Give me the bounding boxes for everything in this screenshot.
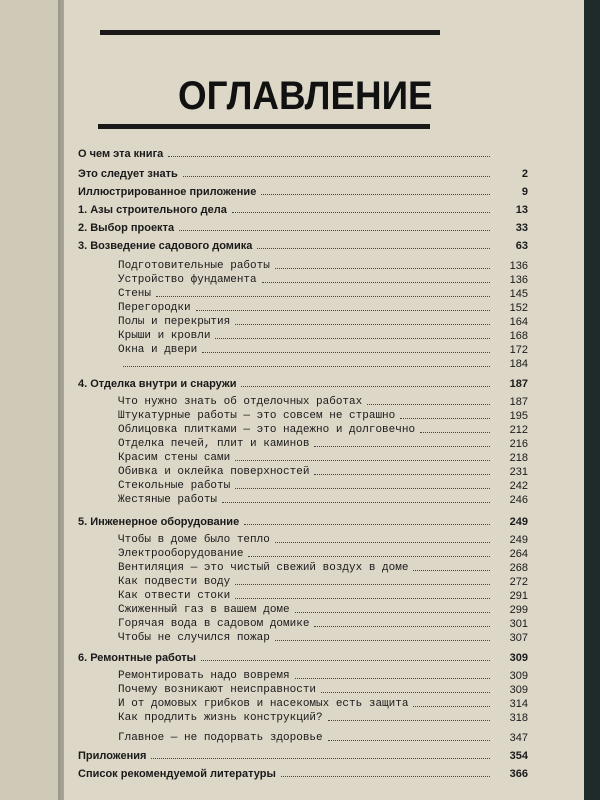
toc-entry-label: 2. Выбор проекта bbox=[78, 222, 175, 234]
toc-entry bbox=[78, 652, 528, 664]
toc-entry-label: Красим стены сами bbox=[118, 452, 231, 464]
toc-entry bbox=[118, 548, 528, 560]
toc-entry-label: Как подвести воду bbox=[118, 576, 231, 588]
toc-leader-dots bbox=[235, 460, 490, 461]
toc-entry bbox=[118, 670, 528, 682]
toc-entry bbox=[118, 424, 528, 436]
toc-entry bbox=[78, 222, 528, 234]
toc-entry bbox=[118, 260, 528, 272]
toc-entry-page: 187 bbox=[509, 396, 528, 408]
toc-leader-dots bbox=[257, 248, 490, 249]
toc-entry-label: Вентиляция — это чистый свежий воздух в доме bbox=[118, 562, 409, 574]
toc-entry-page: 314 bbox=[509, 698, 528, 710]
toc-leader-dots bbox=[367, 404, 490, 405]
toc-leader-dots bbox=[262, 282, 490, 283]
toc-entry bbox=[118, 604, 528, 616]
toc-entry-page: 172 bbox=[509, 344, 528, 356]
toc-leader-dots bbox=[235, 324, 490, 325]
toc-entry-page: 309 bbox=[509, 670, 528, 682]
toc-leader-dots bbox=[241, 386, 490, 387]
toc-entry-page: 242 bbox=[509, 480, 528, 492]
toc-entry-page: 301 bbox=[509, 618, 528, 630]
toc-entry bbox=[78, 148, 528, 160]
toc-entry-page: 291 bbox=[509, 590, 528, 602]
title-rule-bottom bbox=[98, 124, 430, 129]
toc-entry-page: 249 bbox=[509, 516, 528, 528]
toc-entry bbox=[78, 168, 528, 180]
toc-entry-label: Чтобы в доме было тепло bbox=[118, 534, 270, 546]
toc-entry bbox=[118, 396, 528, 408]
toc-entry bbox=[118, 438, 528, 450]
toc-entry-label: Стены bbox=[118, 288, 152, 300]
toc-entry-page: 216 bbox=[509, 438, 528, 450]
toc-entry-page: 195 bbox=[509, 410, 528, 422]
toc-entry bbox=[118, 618, 528, 630]
toc-entry-label: Ремонтировать надо вовремя bbox=[118, 670, 290, 682]
toc-entry-page: 309 bbox=[509, 684, 528, 696]
toc-entry bbox=[118, 480, 528, 492]
toc-leader-dots bbox=[244, 524, 490, 525]
toc-entry bbox=[78, 204, 528, 216]
toc-entry-page: 2 bbox=[521, 168, 528, 180]
toc-leader-dots bbox=[275, 268, 490, 269]
toc-entry-label: Окна и двери bbox=[118, 344, 198, 356]
toc-leader-dots bbox=[281, 776, 490, 777]
toc-entry-page: 366 bbox=[509, 768, 528, 780]
toc-entry-page: 152 bbox=[509, 302, 528, 314]
toc-leader-dots bbox=[248, 556, 490, 557]
toc-leader-dots bbox=[321, 692, 490, 693]
toc-entry-page: 136 bbox=[509, 260, 528, 272]
toc-entry bbox=[118, 684, 528, 696]
toc-entry bbox=[118, 732, 528, 744]
toc-entry-label: 5. Инженерное оборудование bbox=[78, 516, 240, 528]
toc-leader-dots bbox=[168, 156, 490, 157]
toc-entry-page: 246 bbox=[509, 494, 528, 506]
toc-entry-page: 136 bbox=[509, 274, 528, 286]
toc-entry bbox=[78, 240, 528, 252]
toc-entry-label: Список рекомендуемой литературы bbox=[78, 768, 276, 780]
toc-leader-dots bbox=[328, 740, 490, 741]
toc-leader-dots bbox=[196, 310, 490, 311]
toc-entry bbox=[118, 330, 528, 342]
toc-entry-page: 218 bbox=[509, 452, 528, 464]
toc-entry bbox=[118, 494, 528, 506]
toc-entry-page: 354 bbox=[509, 750, 528, 762]
toc-entry-page: 184 bbox=[509, 358, 528, 370]
toc-entry bbox=[78, 768, 528, 780]
title-rule-top bbox=[100, 30, 440, 35]
toc-leader-dots bbox=[235, 584, 490, 585]
toc-entry-page: 145 bbox=[509, 288, 528, 300]
toc-entry bbox=[118, 452, 528, 464]
toc-entry bbox=[118, 562, 528, 574]
toc-entry-label: Отделка печей, плит и каминов bbox=[118, 438, 310, 450]
toc-leader-dots bbox=[295, 612, 490, 613]
toc-entry-page: 168 bbox=[509, 330, 528, 342]
toc-entry bbox=[118, 698, 528, 710]
toc-entry-label: О чем эта книга bbox=[78, 148, 164, 160]
toc-leader-dots bbox=[314, 626, 490, 627]
toc-entry-label: Горячая вода в садовом домике bbox=[118, 618, 310, 630]
toc-leader-dots bbox=[413, 570, 490, 571]
toc-entry-page: 307 bbox=[509, 632, 528, 644]
toc-entry-page: 231 bbox=[509, 466, 528, 478]
toc-entry bbox=[78, 516, 528, 528]
toc-leader-dots bbox=[235, 488, 490, 489]
toc-entry-label: Полы и перекрытия bbox=[118, 316, 231, 328]
toc-entry bbox=[118, 534, 528, 546]
toc-entry-page: 212 bbox=[509, 424, 528, 436]
toc-leader-dots bbox=[314, 446, 490, 447]
toc-entry bbox=[78, 750, 528, 762]
toc-entry-label: Крыши и кровли bbox=[118, 330, 211, 342]
toc-leader-dots bbox=[328, 720, 490, 721]
toc-leader-dots bbox=[156, 296, 490, 297]
toc-leader-dots bbox=[222, 502, 490, 503]
toc-entry-page: 268 bbox=[509, 562, 528, 574]
toc-entry bbox=[118, 274, 528, 286]
toc-entry bbox=[118, 466, 528, 478]
toc-entry-label: Это следует знать bbox=[78, 168, 178, 180]
book-cover-edge bbox=[584, 0, 600, 800]
toc-leader-dots bbox=[420, 432, 490, 433]
toc-entry-label: Приложения bbox=[78, 750, 147, 762]
toc-leader-dots bbox=[151, 758, 490, 759]
toc-leader-dots bbox=[413, 706, 490, 707]
toc-entry bbox=[118, 358, 528, 370]
toc-leader-dots bbox=[202, 352, 490, 353]
toc-entry-page: 33 bbox=[515, 222, 528, 234]
toc-entry-label: Жестяные работы bbox=[118, 494, 218, 506]
toc-entry bbox=[118, 288, 528, 300]
toc-entry-label: 6. Ремонтные работы bbox=[78, 652, 197, 664]
toc-entry-page: 249 bbox=[509, 534, 528, 546]
toc-leader-dots bbox=[201, 660, 490, 661]
toc-entry-label: Сжиженный газ в вашем доме bbox=[118, 604, 290, 616]
toc-leader-dots bbox=[183, 176, 490, 177]
toc-entry-label: Чтобы не случился пожар bbox=[118, 632, 270, 644]
toc-entry-page: 299 bbox=[509, 604, 528, 616]
toc-entry-label: Почему возникают неисправности bbox=[118, 684, 317, 696]
toc-entry bbox=[118, 316, 528, 328]
toc-entry-label: Облицовка плитками — это надежно и долговечно bbox=[118, 424, 416, 436]
toc-leader-dots bbox=[179, 230, 490, 231]
toc-entry-page: 63 bbox=[515, 240, 528, 252]
toc-entry-page: 187 bbox=[509, 378, 528, 390]
toc-leader-dots bbox=[232, 212, 490, 213]
toc-leader-dots bbox=[215, 338, 490, 339]
toc-entry-label: Что нужно знать об отделочных работах bbox=[118, 396, 363, 408]
toc-entry bbox=[118, 590, 528, 602]
toc-leader-dots bbox=[275, 640, 490, 641]
toc-entry bbox=[78, 378, 528, 390]
toc-entry-label: Как продлить жизнь конструкций? bbox=[118, 712, 323, 724]
toc-entry bbox=[118, 712, 528, 724]
toc-entry-label: 3. Возведение садового домика bbox=[78, 240, 253, 252]
toc-entry bbox=[118, 632, 528, 644]
toc-entry-page: 318 bbox=[509, 712, 528, 724]
toc-entry bbox=[118, 344, 528, 356]
toc-entry-label: 4. Отделка внутри и снаружи bbox=[78, 378, 237, 390]
toc-entry-page: 264 bbox=[509, 548, 528, 560]
toc-entry-page: 309 bbox=[509, 652, 528, 664]
toc-entry bbox=[118, 410, 528, 422]
toc-entry-label: 1. Азы строительного дела bbox=[78, 204, 227, 216]
toc-entry bbox=[78, 186, 528, 198]
toc-entry-label: Подготовительные работы bbox=[118, 260, 270, 272]
toc-entry-page: 347 bbox=[509, 732, 528, 744]
toc-entry bbox=[118, 302, 528, 314]
toc-leader-dots bbox=[275, 542, 490, 543]
page-title: ОГЛАВЛЕНИЕ bbox=[178, 74, 433, 118]
toc-entry-label: Иллюстрированное приложение bbox=[78, 186, 257, 198]
toc-leader-dots bbox=[261, 194, 490, 195]
toc-leader-dots bbox=[295, 678, 490, 679]
toc-entry bbox=[118, 576, 528, 588]
toc-entry-page: 9 bbox=[521, 186, 528, 198]
toc-entry-page: 164 bbox=[509, 316, 528, 328]
toc-leader-dots bbox=[235, 598, 490, 599]
toc-entry-label: Электрооборудование bbox=[118, 548, 244, 560]
toc-entry-label: Обивка и оклейка поверхностей bbox=[118, 466, 310, 478]
toc-entry-page: 13 bbox=[515, 204, 528, 216]
toc-leader-dots bbox=[123, 366, 490, 367]
toc-entry-label: Главное — не подорвать здоровье bbox=[118, 732, 323, 744]
toc-leader-dots bbox=[400, 418, 490, 419]
toc-entry-label: Перегородки bbox=[118, 302, 191, 314]
toc-leader-dots bbox=[314, 474, 490, 475]
toc-entry-page: 272 bbox=[509, 576, 528, 588]
toc-entry-label: Устройство фундамента bbox=[118, 274, 257, 286]
toc-entry-label: Стекольные работы bbox=[118, 480, 231, 492]
toc-entry-label: И от домовых грибков и насекомых есть защита bbox=[118, 698, 409, 710]
toc-entry-label: Штукатурные работы — это совсем не страшно bbox=[118, 410, 396, 422]
toc-entry-label: Как отвести стоки bbox=[118, 590, 231, 602]
